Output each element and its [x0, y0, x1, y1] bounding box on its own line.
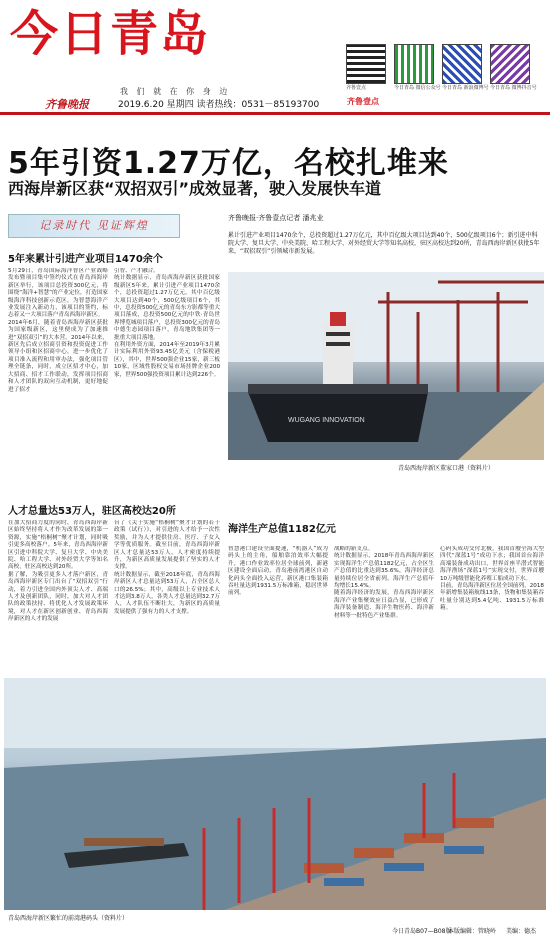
byline: 齐鲁晚报·齐鲁壹点记者 潘兆业 — [228, 214, 324, 222]
section2-column2: 台了《关于实施“梧桐树”聚才计划的若干政策（试行）》，对引进的人才给予一次性奖励，并为人才提供住房、医疗、子女入学等优质服务。截至目前，青岛西海岸新区人才总量达53万人，人才密度持续提升，为新区高质量发展提供了坚实的人才支撑。 统计数据显示，截至2018年底，青岛西海岸新区人才总量达到53万人，占全区总人口的26.5%；其中，高级以上专业技术人才达到3.8万人，各类人才总量达到32.7万人，人才队伍不断壮大，为新区的高质量发展提供了强有力的人才支撑。 — [114, 520, 220, 615]
newspaper-brand: 齐鲁晚报 — [45, 98, 89, 111]
section1-column2: 引智、产才融合。 统计数据显示，青岛西海岸新区获批国家级新区5年来，累计引进产业项目1470余个，总投资超过1.27万亿元，其中百亿级大项目达到40个，500亿级项目6个，其中，总投资500亿元的青岛东方影都等重大项目落成，总投资500亿元的中铁·青岛世界博览城项目落户，总投资300亿元的青岛中德生态园项目落户，青岛地铁集团等一批重大项目落地。 在利用外资方面，2014年至2019年3月累计实际利用外资93.45亿美元（含保税港区），其中，世界500强企业15家，新三板10家，区域性股权交易市场挂牌企业200家，世界500强投资项目累计达到226个。 — [114, 268, 220, 378]
photo1-caption: 青岛西海岸新区董家口港（资料片） — [398, 465, 495, 472]
section3-column2: 战略的新支点。 统计数据显示，2018年青岛西海岸新区实现海洋生产总值1182亿元，占全区生产总值的比重达到35.6%，海洋经济总量持续位居全省前列，海洋生产总值年均增长15.4%。 随着海洋经济的发展，青岛西海岸新区海洋产业集聚效应日益凸显，已形成了海洋装备制造、海洋生物医药、海洋新材料等一批特色产业集群。 — [334, 546, 434, 619]
section3-column3: 心码头成功交付北极，我国首艘全海大型四代“深蓝1号”成功下水；我国首台海洋高端装备成功出口，世界首座半潜式智能海洋渔场“深蓝1号”实现交付，世界首艘10万吨级智能化养殖工船成功下水。 目前，青岛海洋新区位居全国前列，2018年新增集装箱航线13条，货物和集装箱吞吐量分别达到5.4亿吨、1931.5万标准箱。 — [440, 546, 544, 612]
section2-title: 人才总量达53万人，驻区高校达20所 — [8, 506, 176, 517]
port-ship-photo — [228, 272, 544, 460]
qr-code-icon — [490, 44, 530, 84]
qr-label: 今日青岛 新浪微博号 — [442, 85, 489, 91]
article-subhead: 西海岸新区获“双招双引”成效显著，驶入发展快车道 — [8, 179, 382, 198]
photo2-caption: 青岛西海岸新区繁忙的前湾港码头（资料片） — [8, 915, 129, 922]
aerial-port-photo — [4, 678, 546, 910]
aerial-port-illustration — [4, 678, 546, 910]
footer-designer: 美编：德杰 — [506, 928, 537, 935]
section3-column1: 智慧港口建设全面提速，“机器人”成为码头上的主角，船舶靠泊效率大幅提升，港口作业效率位居全球前列，新港区建设全面启动，青岛港前湾港区自动化码头全面投入运营，新区港口集装箱吞吐量达到1931.5万标准箱，稳居世界前列。 — [228, 546, 328, 597]
masthead-rule — [0, 112, 550, 115]
dateline: 2019.6.20 星期四 读者热线：0531－85193700 — [118, 100, 320, 110]
lead-paragraph: 累计引进产业项目1470余个，总投资超过1.27万亿元，其中百亿级大项目达到40个，500亿级项目6个；新引进中科院大学、复旦大学、中央美院、哈工程大学、对外经贸大学等知名高校，驻区高校达到20所，青岛西海岸新区获批5年来，“双招双引”引领城市新发展。 — [228, 232, 540, 255]
deco-banner — [8, 214, 180, 238]
footer-editor: 本版编辑：管晓岭 — [448, 928, 497, 935]
qr-code-icon — [346, 44, 386, 84]
deco-banner-text: 记录时代 见证辉煌 — [39, 219, 149, 232]
section3-title: 海洋生产总值1182亿元 — [228, 524, 336, 535]
qr-code-weibo — [442, 44, 489, 91]
qr-code-douyin — [490, 44, 537, 91]
qr-code-icon — [442, 44, 482, 84]
masthead-slogan: 我 们 就 在 你 身 边 — [120, 87, 231, 96]
qr-code-wechat — [394, 44, 441, 91]
section1-title: 5年来累计引进产业项目1470余个 — [8, 254, 163, 265]
qr-code-icon — [394, 44, 434, 84]
qr-label: 今日青岛 微信公众号 — [394, 85, 441, 91]
section1-column1: 5月29日，青岛国际海洋智区产业战略发布暨项目集中签约仪式在青岛西海岸新区举行，该项目总投资300亿元，将围绕“海洋+智慧”的产业定位，打造国家级海洋科技创新示范区，为智慧海洋产业发展注入新动力，该项目的签约，标志着又一大项目落户青岛西海岸新区。 2014年6月，随着青岛西海岸新区获批为国家级新区，这里便成为了加速推进“双招双引”的大本营。2014年以来，新区先后成立招商引资和投资促进工作领导小组和区招商中心，进一步优化了项目准入流程和用审办法，强化项目管理全链条，同时，成立区招才中心，加大招商、招才工作联动，发挥项目招商和人才团队的双向互动机制，更好地促进了招才 — [8, 268, 108, 393]
footer-page-info: 今日青岛B07—B08版 — [392, 928, 452, 935]
ship-name: WUGANG INNOVATION — [288, 417, 365, 424]
port-ship-illustration — [228, 272, 544, 460]
section2-column1: 在加大招商力度的同时，青岛西海岸新区始终坚持将人才作为改革发展的第一资源，实施“梧桐树”聚才计划，同时吸引更多高校落户。5年来，青岛西海岸新区引进中科院大学、复旦大学、中央美院、哈工程大学、对外经贸大学等知名高校，驻区高校达到20所。 据了解，为吸引更多人才落户新区，青岛西海岸新区专门出台了“双招双引”行动，着力引进全国内外顶尖人才、高端人才及创新团队，同时，加大对人才团队的政策扶持、将优化人才发展政策环境，对人才在新区创新创业、青岛西海岸新区的人才的发展 — [8, 520, 108, 623]
qr-code-qilu — [346, 44, 386, 91]
qr-brand: 齐鲁壹点 — [347, 97, 379, 106]
masthead-title: 今日青岛 — [10, 6, 211, 62]
article-headline: 5年引资1.27万亿，名校扎堆来 — [8, 146, 449, 181]
qr-label: 齐鲁壹点 — [346, 85, 367, 91]
qr-label: 今日青岛 微博抖音号 — [490, 85, 537, 91]
